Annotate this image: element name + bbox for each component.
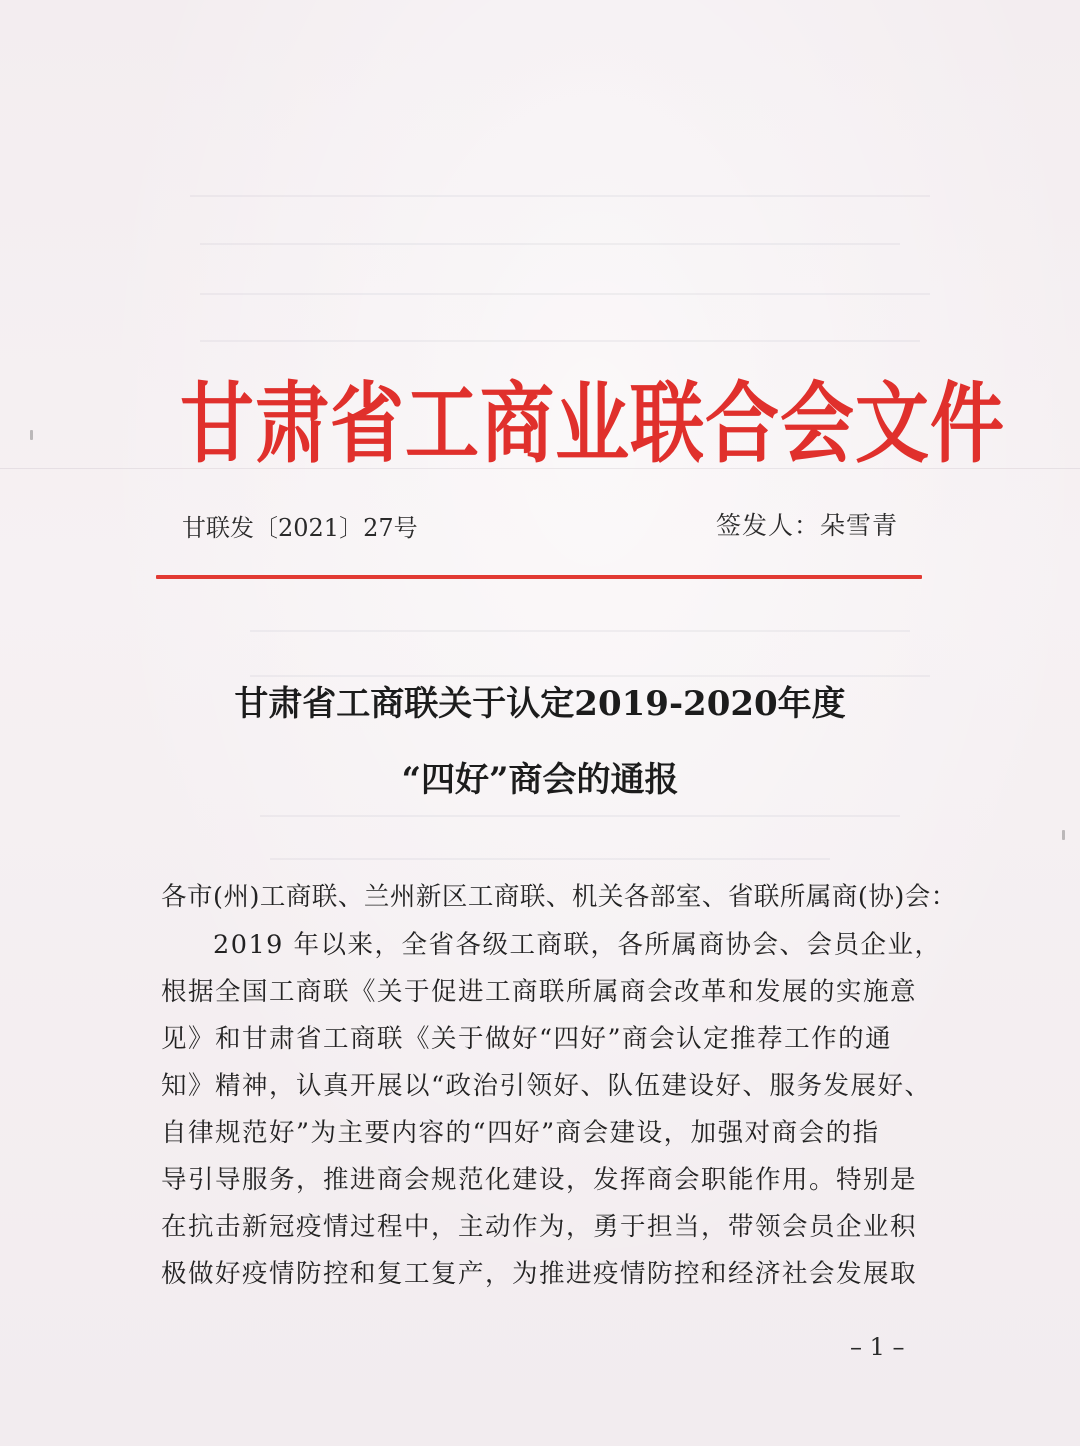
bleed-through-line bbox=[200, 293, 930, 295]
notice-title-line-2: “四好”商会的通报 bbox=[401, 760, 679, 800]
body-line: 知》精神，认真开展以“政治引领好、队伍建设好、服务发展好、 bbox=[161, 1071, 932, 1101]
bleed-through-line bbox=[270, 858, 830, 860]
bleed-through-line bbox=[250, 630, 910, 632]
notice-title-line-1: 甘肃省工商联关于认定2019-2020年度 bbox=[234, 684, 846, 724]
masthead-title: 甘肃省工商业联合会文件 bbox=[180, 373, 1005, 476]
bleed-through-line bbox=[260, 815, 900, 817]
body-line: 根据全国工商联《关于促进工商联所属商会改革和发展的实施意 bbox=[161, 977, 918, 1007]
scan-speck bbox=[1062, 830, 1065, 840]
body-line: 自律规范好”为主要内容的“四好”商会建设，加强对商会的指 bbox=[161, 1118, 880, 1148]
salutation: 各市(州)工商联、兰州新区工商联、机关各部室、省联所属商(协)会： bbox=[161, 882, 957, 912]
page-number: – 1 – bbox=[850, 1333, 905, 1361]
bleed-through-line bbox=[200, 243, 900, 245]
issuer-signature: 签发人：朵雪青 bbox=[716, 511, 899, 540]
document-number: 甘联发〔2021〕27号 bbox=[182, 514, 418, 542]
bleed-through-line bbox=[200, 340, 920, 342]
body-line: 见》和甘肃省工商联《关于做好“四好”商会认定推荐工作的通 bbox=[161, 1024, 893, 1054]
red-separator-line bbox=[156, 575, 922, 579]
bleed-through-line bbox=[190, 195, 930, 197]
scan-speck bbox=[30, 430, 33, 440]
body-line: 2019 年以来，全省各级工商联，各所属商协会、会员企业， bbox=[213, 930, 942, 960]
body-line: 导引导服务，推进商会规范化建设，发挥商会职能作用。特别是 bbox=[161, 1165, 918, 1195]
body-line: 在抗击新冠疫情过程中，主动作为，勇于担当，带领会员企业积 bbox=[161, 1212, 918, 1242]
body-line: 极做好疫情防控和复工复产，为推进疫情防控和经济社会发展取 bbox=[161, 1259, 918, 1289]
